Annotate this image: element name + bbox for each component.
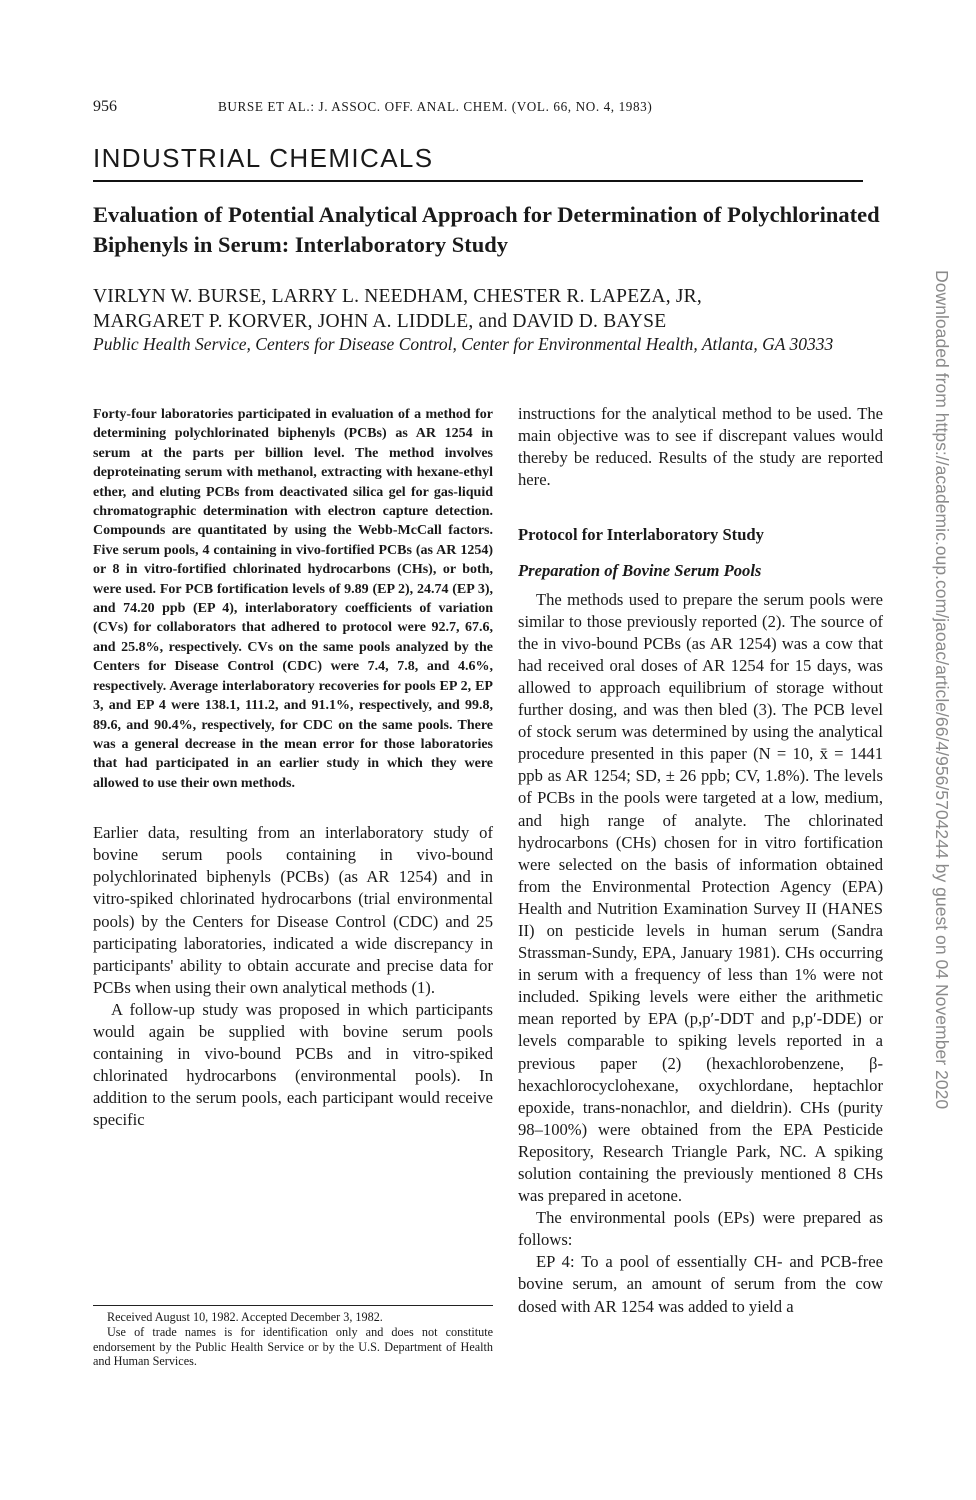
left-column bbox=[93, 405, 493, 1131]
preparation-subheading: Preparation of Bovine Serum Pools bbox=[518, 561, 762, 581]
article-title: Evaluation of Potential Analytical Approach for Determination of Polychlorinated Biphenyls in Serum: Interlaboratory Study bbox=[93, 202, 880, 257]
journal-running-head: BURSE ET AL.: J. ASSOC. OFF. ANAL. CHEM. (VOL. 66, NO. 4, 1983) bbox=[218, 99, 653, 114]
left-body bbox=[93, 822, 493, 1131]
protocol-heading: Protocol for Interlaboratory Study bbox=[518, 525, 764, 545]
footnotes bbox=[93, 1310, 493, 1369]
body-paragraph: EP 4: To a pool of essentially CH- and PCB-free bovine serum, an amount of serum from the cow dosed with AR 1254 was added to yield a bbox=[518, 1252, 883, 1316]
author-line-1: VIRLYN W. BURSE, LARRY L. NEEDHAM, CHESTER R. LAPEZA, JR, bbox=[93, 286, 702, 307]
download-watermark bbox=[928, 270, 964, 1150]
body-paragraph: The environmental pools (EPs) were prepared as follows: bbox=[518, 1208, 883, 1250]
footnote-rule bbox=[93, 1305, 493, 1306]
right-column bbox=[518, 403, 883, 1318]
footnote-received: Received August 10, 1982. Accepted December 3, 1982. bbox=[107, 1310, 383, 1324]
footnote-trade-names: Use of trade names is for identification only and does not constitute endorsement by the Public Health Service or by the U.S. Department of Health and Human Services. bbox=[93, 1324, 493, 1369]
section-heading: INDUSTRIAL CHEMICALS bbox=[93, 143, 434, 173]
body-paragraph: Earlier data, resulting from an interlaboratory study of bovine serum pools containing in vivo-bound polychlorinated biphenyls (PCBs) (as AR 1254) and in vitro-spiked chlorinated hydrocarbons (trial environmental pools) by the Centers for Disease Control (CDC) and 25 participating laboratories, indicated a wide discrepancy in participants' ability to obtain accurate and precise data for PCBs when using their own analytical methods (1). bbox=[93, 823, 493, 997]
continued-paragraph: instructions for the analytical method to be used. The main objective was to see if discrepant values would thereby be reduced. Results of the study are reported here. bbox=[518, 404, 883, 490]
page-number: 956 bbox=[93, 98, 117, 115]
author-line-2: MARGARET P. KORVER, JOHN A. LIDDLE, and DAVID D. BAYSE bbox=[93, 311, 667, 332]
running-header bbox=[93, 98, 873, 116]
affiliation: Public Health Service, Centers for Disease Control, Center for Environmental Health, Atlanta, GA 30333 bbox=[93, 334, 834, 354]
body-paragraph: The methods used to prepare the serum pools were similar to those previously reported (2). The source of the in vivo-bound PCBs (as AR 1254) was a cow that had received oral doses of AR 1254 for 15 days, was allowed to approach equilibrium of storage without further dosing, and was then bled (3). The PCB level of stock serum was determined by using the analytical procedure presented in this paper (N = 10, x̄ = 1441 ppb as AR 1254; SD, ± 26 ppb; CV, 1.8%). The levels of PCBs in the pools were targeted at a low, medium, and high range of analyte. The chlorinated hydrocarbons (CHs) chosen for in vitro fortification were selected on the basis of information obtained from the Environmental Protection Agency (EPA) Health and Nutrition Examination Survey II (HANES II) on pesticide levels in human serum (Sandra Strassman-Sundy, EPA, January 1981). CHs occurring in serum with a frequency of less than 1% were not included. Spiking levels were either the arithmetic mean reported by EPA (p,p′-DDT and p,p′-DDE) or levels comparable to spiking levels reported in a previous paper (2) (hexachlorobenzene, β-hexachlorocyclohexane, oxychlordane, heptachlor epoxide, trans-nonachlor, and dieldrin). CHs (purity 98–100%) were obtained from the EPA Pesticide Repository, Research Triangle Park, NC. A spiking solution containing the previously mentioned 8 CHs was prepared in acetone. bbox=[518, 589, 883, 1206]
author-list bbox=[93, 284, 893, 334]
section-rule bbox=[93, 180, 863, 182]
body-paragraph: A follow-up study was proposed in which participants would again be supplied with bovine serum pools containing in vivo-bound PCBs and in vitro-spiked chlorinated hydrocarbons (environmental pools). In addition to the serum pools, each participant would receive specific bbox=[93, 999, 493, 1130]
watermark-text: Downloaded from https://academic.oup.com/jaoac/article/66/4/956/5704244 by guest on 04 November 2020 bbox=[932, 270, 952, 1110]
abstract: Forty-four laboratories participated in evaluation of a method for determining polychlorinated biphenyls (PCBs) as AR 1254 in serum at the parts per billion level. The method involves deproteinating serum with methanol, extracting with hexane-ethyl ether, and eluting PCBs from deactivated silica gel for gas-liquid chromatographic determination with electron capture detection. Compounds are quantitated by using the Webb-McCall factors. Five serum pools, 4 containing in vivo-fortified PCBs (as AR 1254) or 8 in vitro-fortified chlorinated hydrocarbons (CHs), or both, were used. For PCB fortification levels of 9.89 (EP 2), 24.74 (EP 3), and 74.20 ppb (EP 4), interlaboratory coefficients of variation (CVs) for collaborators that adhered to protocol were 92.7, 67.6, and 25.8%, respectively. CVs on the same pools analyzed by the Centers for Disease Control (CDC) were 7.4, 7.8, and 4.6%, respectively. Average interlaboratory recoveries for pools EP 2, EP 3, and EP 4 were 138.1, 111.2, and 91.1%, respectively, and 99.8, 89.6, and 90.4%, respectively, for CDC on the same pools. There was a general decrease in the mean error for those laboratories that had participated in an earlier study in which they were allowed to use their own methods. bbox=[93, 407, 493, 791]
